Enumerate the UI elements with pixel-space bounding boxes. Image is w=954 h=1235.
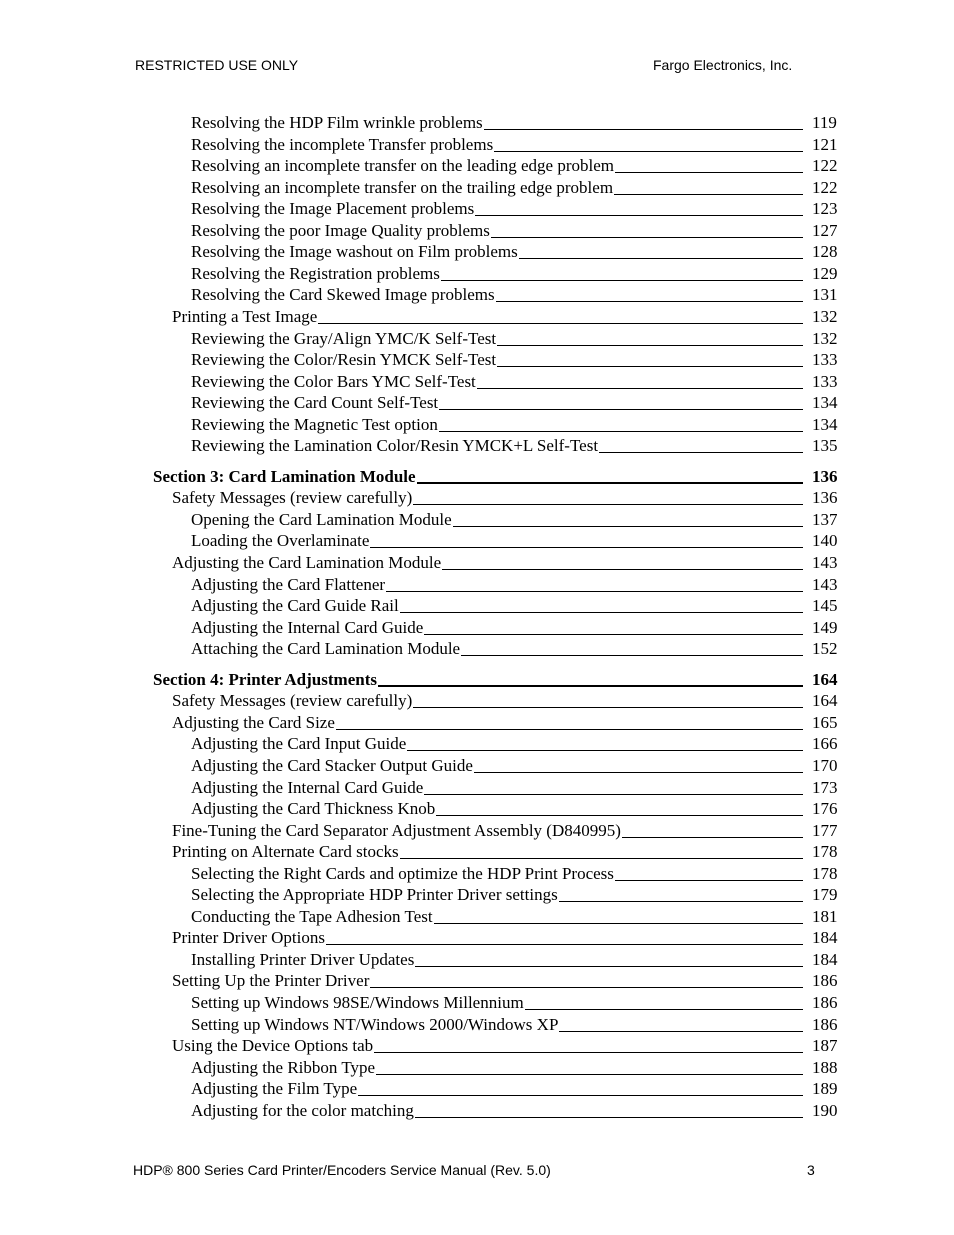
toc-entry-page: 186 [812, 993, 838, 1012]
toc-entry[interactable] [0, 414, 954, 436]
toc-entry-title: Adjusting the Card Input Guide [191, 734, 407, 754]
toc-entry-page: 132 [812, 306, 838, 326]
toc-entry-page: 152 [812, 639, 838, 659]
toc-entry[interactable] [0, 435, 954, 457]
toc-entry-page: 188 [812, 1057, 838, 1077]
running-header-right: Fargo Electronics, Inc. [653, 57, 793, 73]
toc-entry-title: Reviewing the Magnetic Test option [191, 414, 438, 434]
toc-entry-title: Reviewing the Color Bars YMC Self-Test [191, 371, 476, 391]
toc-entry-page: 189 [812, 1079, 838, 1099]
toc-entry[interactable] [0, 134, 954, 156]
toc-entry-page: 143 [812, 553, 838, 572]
toc-entry-page: 122 [812, 177, 838, 197]
toc-entry-page: 176 [812, 799, 838, 819]
toc-entry[interactable] [0, 112, 954, 134]
toc-entry-title: Using the Device Options tab [172, 1036, 374, 1056]
toc-entry-page: 136 [812, 466, 838, 486]
toc-entry[interactable] [0, 509, 954, 531]
toc-entry-page: 133 [812, 350, 838, 370]
toc-entry-page: 132 [812, 328, 838, 348]
toc-entry-title: Selecting the Appropriate HDP Printer Driver settings [191, 885, 558, 905]
toc-entry-title: Setting up Windows NT/Windows 2000/Windows XP [191, 1014, 559, 1034]
toc-entry-title: Selecting the Right Cards and optimize the HDP Print Process [191, 863, 614, 883]
toc-entry-page: 178 [812, 863, 838, 883]
toc-entry-page: 179 [812, 885, 838, 905]
toc-entry-title: Section 3: Card Lamination Module [153, 466, 416, 486]
toc-entry-page: 145 [812, 596, 838, 616]
toc-entry-page: 134 [812, 414, 838, 434]
toc-entry-page: 184 [812, 949, 838, 969]
toc-entry-title: Adjusting the Internal Card Guide [191, 777, 424, 797]
toc-entry[interactable] [0, 552, 954, 574]
toc-entry[interactable] [0, 155, 954, 177]
toc-entry[interactable] [0, 798, 954, 820]
toc-entry[interactable] [0, 638, 954, 660]
toc-entry[interactable] [0, 755, 954, 777]
toc-entry[interactable] [0, 198, 954, 220]
toc-entry[interactable] [0, 992, 954, 1014]
toc-entry-title: Adjusting the Internal Card Guide [191, 617, 424, 637]
toc-entry-title: Opening the Card Lamination Module [191, 509, 452, 529]
toc-entry-title: Loading the Overlaminate [191, 531, 370, 551]
toc-entry-title: Resolving the incomplete Transfer problems [191, 134, 494, 154]
toc-entry-title: Adjusting for the color matching [191, 1100, 414, 1120]
toc-entry-title: Adjusting the Ribbon Type [191, 1057, 376, 1077]
toc-entry-title: Safety Messages (review carefully) [172, 488, 413, 508]
toc-entry[interactable] [0, 970, 954, 992]
page-number: 3 [807, 1162, 815, 1178]
toc-entry-title: Setting up Windows 98SE/Windows Millennium [191, 993, 524, 1012]
toc-entry-title: Adjusting the Card Lamination Module [172, 553, 442, 572]
toc-entry[interactable] [0, 884, 954, 906]
toc-entry-page: 140 [812, 531, 838, 551]
toc-entry-page: 127 [812, 220, 838, 240]
toc-entry-title: Setting Up the Printer Driver [172, 971, 370, 991]
toc-entry[interactable] [0, 263, 954, 285]
toc-entry-title: Resolving the Registration problems [191, 263, 440, 283]
toc-entry-title: Adjusting the Card Stacker Output Guide [191, 755, 473, 775]
toc-entry-page: 164 [812, 691, 838, 711]
toc-entry-page: 119 [812, 113, 837, 132]
toc-entry-title: Safety Messages (review carefully) [172, 691, 413, 711]
toc-entry-title: Reviewing the Card Count Self-Test [191, 393, 439, 413]
toc-entry[interactable] [0, 530, 954, 552]
toc-entry-title: Adjusting the Card Flattener [191, 574, 386, 594]
toc-entry-page: 137 [812, 509, 838, 529]
toc-entry-page: 134 [812, 393, 838, 413]
toc-entry[interactable] [0, 284, 954, 306]
toc-entry-title: Reviewing the Color/Resin YMCK Self-Test [191, 350, 497, 370]
toc-entry-title: Printing a Test Image [172, 306, 318, 326]
toc-entry-page: 187 [812, 1036, 838, 1056]
toc-entry-page: 122 [812, 156, 838, 176]
toc-entry[interactable] [0, 1014, 954, 1036]
toc-entry-page: 123 [812, 199, 838, 219]
toc-entry[interactable] [0, 1057, 954, 1079]
toc-entry-page: 135 [812, 436, 838, 456]
toc-entry[interactable] [0, 1078, 954, 1100]
toc-entry-page: 136 [812, 488, 838, 508]
toc-entry[interactable] [0, 906, 954, 928]
toc-entry[interactable] [0, 220, 954, 242]
toc-entry-page: 165 [812, 712, 838, 732]
toc-entry-title: Conducting the Tape Adhesion Test [191, 906, 433, 926]
toc-entry-page: 131 [812, 285, 838, 305]
toc-entry[interactable] [0, 241, 954, 263]
toc-entry-title: Section 4: Printer Adjustments [153, 669, 377, 689]
toc-entry[interactable] [0, 841, 954, 863]
toc-entry-page: 133 [812, 371, 838, 391]
toc-entry[interactable] [0, 371, 954, 393]
toc-entry[interactable] [0, 1035, 954, 1057]
toc-entry-page: 149 [812, 617, 838, 637]
toc-entry-page: 143 [812, 574, 838, 594]
running-header-left: RESTRICTED USE ONLY [135, 57, 299, 73]
toc-entry-title: Resolving an incomplete transfer on the leading edge problem [191, 156, 614, 176]
toc-entry-title: Printing on Alternate Card stocks [172, 842, 399, 862]
toc-entry-title: Resolving the Image washout on Film problems [191, 242, 518, 262]
toc-entry-page: 164 [812, 669, 838, 689]
toc-entry-page: 170 [812, 755, 838, 775]
toc-entry-page: 186 [812, 971, 838, 991]
running-footer-title: HDP® 800 Series Card Printer/Encoders Service Manual (Rev. 5.0) [133, 1162, 551, 1178]
toc-entry[interactable] [0, 690, 954, 712]
toc-entry[interactable] [0, 306, 954, 328]
toc-entry-page: 184 [812, 928, 838, 948]
toc-entry-page: 173 [812, 777, 838, 797]
toc-entry-page: 121 [812, 134, 838, 154]
toc-entry[interactable] [0, 927, 954, 949]
toc-entry[interactable] [0, 595, 954, 617]
toc-entry-page: 128 [812, 242, 838, 262]
toc-entry-title: Printer Driver Options [172, 928, 325, 948]
toc-entry[interactable] [0, 617, 954, 639]
toc-entry[interactable] [0, 487, 954, 509]
toc-entry[interactable] [0, 328, 954, 350]
toc-entry[interactable] [0, 392, 954, 414]
toc-entry-title: Reviewing the Lamination Color/Resin YMCK+L Self-Test [191, 436, 599, 456]
toc-entry-title: Resolving the HDP Film wrinkle problems [191, 113, 483, 132]
toc-entry[interactable] [0, 712, 954, 734]
toc-entry-page: 186 [812, 1014, 838, 1034]
toc-entry[interactable] [0, 574, 954, 596]
toc-entry-page: 129 [812, 263, 838, 283]
toc-entry-title: Resolving the Image Placement problems [191, 199, 475, 219]
toc-entry-page: 166 [812, 734, 838, 754]
toc-entry-title: Adjusting the Card Thickness Knob [191, 799, 436, 819]
toc-entry[interactable] [0, 733, 954, 755]
toc-entry[interactable] [0, 863, 954, 885]
toc-entry[interactable] [0, 949, 954, 971]
toc-entry-title: Adjusting the Film Type [191, 1079, 358, 1099]
toc-entry-title: Adjusting the Card Size [172, 712, 335, 732]
toc-entry-title: Installing Printer Driver Updates [191, 949, 415, 969]
toc-entry[interactable] [0, 820, 954, 842]
toc-entry-title: Reviewing the Gray/Align YMC/K Self-Test [191, 328, 497, 348]
toc-entry-title: Fine-Tuning the Card Separator Adjustment Assembly (D840995) [172, 820, 621, 840]
toc-section-heading[interactable] [0, 669, 954, 691]
toc-entry[interactable] [0, 349, 954, 371]
toc-entry[interactable] [0, 1100, 954, 1122]
toc-entry[interactable] [0, 777, 954, 799]
toc-section-heading[interactable] [0, 466, 954, 488]
toc-entry-page: 178 [812, 842, 838, 862]
toc-entry-page: 190 [812, 1100, 838, 1120]
toc-entry-title: Attaching the Card Lamination Module [191, 639, 461, 659]
toc-entry-title: Resolving the poor Image Quality problems [191, 220, 490, 240]
toc-entry-page: 181 [812, 906, 838, 926]
toc-entry-page: 177 [812, 820, 838, 840]
toc-entry-title: Resolving the Card Skewed Image problems [191, 285, 495, 305]
toc-entry-title: Resolving an incomplete transfer on the trailing edge problem [191, 177, 614, 197]
toc-entry-title: Adjusting the Card Guide Rail [191, 596, 399, 616]
toc-entry[interactable] [0, 177, 954, 199]
